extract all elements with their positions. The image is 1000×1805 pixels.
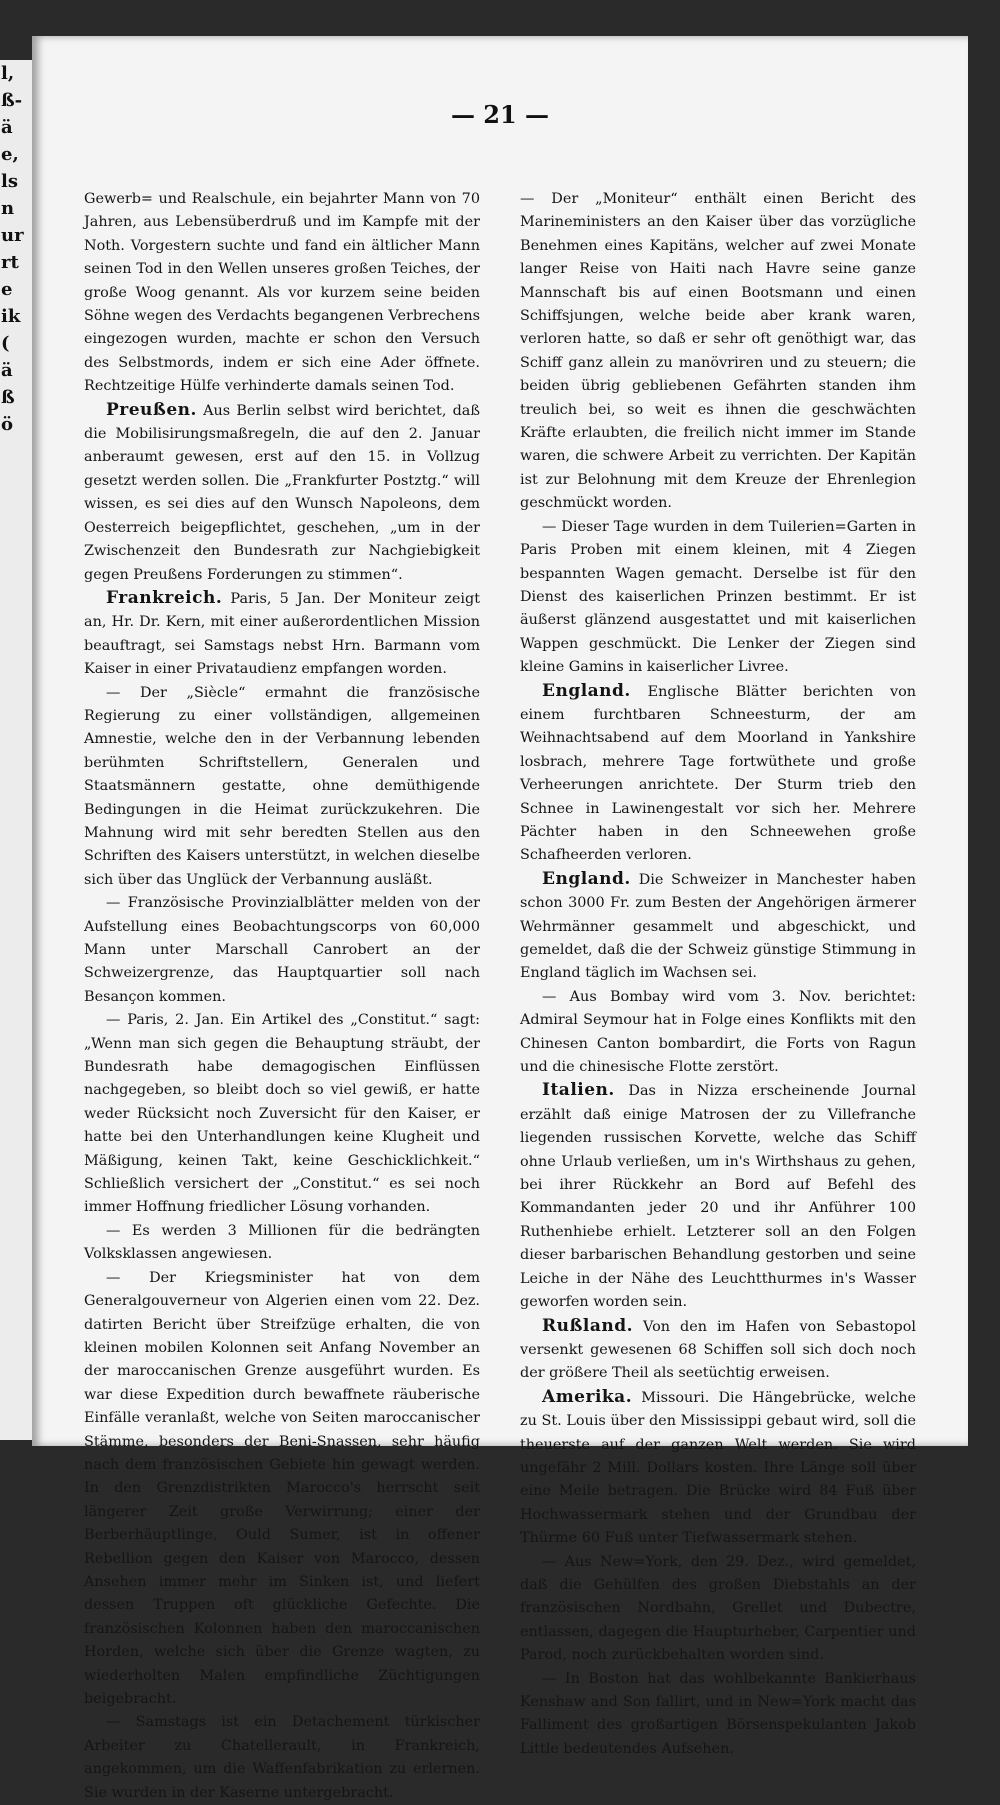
paragraph-text: — Französische Provinzialblätter melden von der Aufstellung eines Beobachtungscorps von 60,000 Mann unter Marschall Canrobert an der Schweizergrenze, das Hauptquartier soll nach Besançon kommen. [84,895,480,1005]
paragraph-text: — Es werden 3 Millionen für die bedrängten Volksklassen angewiesen. [84,1222,480,1263]
paragraph-text: — Dieser Tage wurden in dem Tuilerien=Garten in Paris Proben mit einem kleinen, mit 4 Ziegen bespannten Wagen gemacht. Derselbe ist für den Dienst des kaiserlichen Prinzen bestimmt. Er ist äußerst glänzend ausgestattet und mit kaiserlichen Wappen geschmückt. Die Lenker der Ziegen sind kleine Gamins in kaiserlicher Livree. [520,518,916,676]
paragraph-text: — Der „Moniteur“ enthält einen Bericht des Marineministers an den Kaiser über das vorzügliche Benehmen eines Kapitäns, welcher auf zwei Monate langer Reise von Haiti nach Havre seine ganze Mannschaft bis auf einen Bootsmann und einen Schiffsjungen, welche beide aber krank waren, verloren hatte, so daß er sehr oft genöthigt war, das Schiff ganz allein zu manövriren und zu steuern; die beiden übrig gebliebenen Gefährten standen ihm treulich bei, so weit es ihnen die geschwächten Kräfte erlaubten, die freilich nicht immer im Stande waren, die schwere Arbeit zu verrichten. Der Kapitän ist zur Belohnung mit dem Kreuze der Ehrenlegion geschmückt worden. [520,191,916,512]
article-paragraph [520,986,916,1080]
previous-page-edge [0,60,32,1440]
edge-fragment: ä [1,360,13,381]
edge-fragment: n [1,198,15,219]
edge-fragment: e [1,279,13,300]
article-paragraph [520,188,916,516]
edge-fragment: ö [1,414,14,435]
paragraph-text: Englische Blätter berichten von einem furchtbaren Schneesturm, der am Weihnachtsabend auf dem Moorland in Yankshire losbrach, mehrere Tage fortwüthete und große Verheerungen anrichtete. Der Sturm trieb den Schnee in Lawinengestalt vor sich her. Mehrere Pächter haben in den Schneewehen große Schafheerden verloren. [520,683,917,864]
newspaper-page [32,36,968,1801]
section-heading: Italien. [542,1080,615,1101]
article-paragraph [520,680,916,868]
edge-fragment: rt [1,252,19,273]
edge-fragment: ls [1,171,18,192]
paragraph-text: — Paris, 2. Jan. Ein Artikel des „Constitut.“ sagt: „Wenn man sich gegen die Behauptung sträubt, der Bundesrath habe demagogischen Einflüssen nachgegeben, so bleibt doch so viel gewiß, er hatte weder Rücksicht noch Zuversicht für den Kaiser, er hatte bei den Unterhandlungen keine Klugheit und Mäßigung, keinen Takt, keine Geschicklichkeit.“ Schließlich versichert der „Constitut.“ es sei noch immer Hoffnung friedlicher Lösung vorhanden. [84,1012,480,1216]
paragraph-text: Aus Berlin selbst wird berichtet, daß die Mobilisirungsmaßregeln, die auf den 2. Januar anberaumt gewesen, erst auf den 15. in Vollzug gesetzt werden sollen. Die „Frankfurter Postztg.“ will wissen, es sei dies auf den Wunsch Napoleons, dem Oesterreich beigepflichtet, geschehen, „um in der Zwischenzeit den Bundesrath zur Nachgiebigkeit gegen Preußens Forderungen zu stimmen“. [84,402,481,583]
edge-fragment: ß- [1,90,23,111]
paragraph-text: — Der „Siècle“ ermahnt die französische Regierung zu einer vollständigen, allgemeinen Amnestie, welche den in der Verbannung lebenden berühmten Schriftstellern, Generalen und Staatsmännern gestatte, ohne demüthigende Bedingungen in die Heimat zurückzukehren. Die Mahnung wird mit sehr beredten Stellen aus den Schriften des Kaisers unterstützt, in welchen dieselbe sich über das Unglück der Verbannung ausläßt. [84,684,480,888]
article-paragraph [84,1711,480,1805]
article-paragraph [520,1386,916,1551]
section-heading: England. [542,868,631,889]
article-paragraph [84,399,480,587]
article-paragraph [84,1009,480,1220]
right-column [520,188,916,1761]
section-heading: Amerika. [542,1386,633,1407]
paragraph-text: Gewerb= und Realschule, ein bejahrter Mann von 70 Jahren, aus Lebensüberdruß und im Kampfe mit der Noth. Vorgestern suchte und fand ein ältlicher Mann seinen Tod in den Wellen unseres großen Teiches, der große Woog genannt. Als vor kurzem seine beiden Söhne wegen des Verdachts begangenen Verbrechens eingezogen wurden, machte er schon den Versuch des Selbstmords, indem er sich eine Ader öffnete. Rechtzeitige Hülfe verhinderte damals seinen Tod. [84,191,480,395]
paragraph-text: Missouri. Die Hängebrücke, welche zu St. Louis über den Mississippi gebaut wird, soll die theuerste auf der ganzen Welt werden. Sie wird ungefähr 2 Mill. Dollars kosten. Ihre Länge soll über eine Meile betragen. Die Brücke wird 84 Fuß über Hochwassermark stehen und der Grundbau der Thürme 60 Fuß unter Tiefwassermark stehen. [520,1389,916,1547]
section-heading: Preußen. [106,399,197,420]
edge-fragment: ß [1,387,15,408]
edge-fragment: e, [1,144,19,165]
paragraph-text: — Aus New=York, den 29. Dez., wird gemeldet, daß die Gehülfen des großen Diebstahls an der französischen Nordbahn, Grellet und Dubectre, entlassen, dagegen die Haupturheber, Carpentier und Parod, noch zurückbehalten worden sind. [520,1553,916,1664]
paragraph-text: Die Schweizer in Manchester haben schon 3000 Fr. zum Besten der Angehörigen ärmerer Wehrmänner gesammelt und abgeschickt, und gemeldet, daß die der Schweiz günstige Stimmung in England täglich im Wachsen sei. [520,871,916,982]
paragraph-text: Das in Nizza erscheinende Journal erzählt daß einige Matrosen der zu Villefranche liegenden russischen Korvette, welche das Schiff ohne Urlaub verließen, um in's Wirthshaus zu gehen, bei ihrer Rückkehr an Bord auf Befehl des Kommandanten jeder 20 und ihr Anführer 100 Ruthenhiebe erhielt. Letzterer soll an den Folgen dieser barbarischen Behandlung gestorben und seine Leiche in der Nähe des Leuchtthurmes in's Wasser geworfen worden sein. [520,1083,916,1311]
article-paragraph [520,1668,916,1762]
paragraph-text: — Aus Bombay wird vom 3. Nov. berichtet: Admiral Seymour hat in Folge eines Konflikts mit den Chinesen Canton bombardirt, die Forts von Ragun und die chinesische Flotte zerstört. [520,988,916,1076]
paragraph-text: — Samstags ist ein Detachement türkischer Arbeiter zu Chatellerault, in Frankreich, angekommen, um die Waffenfabrikation zu erlernen. Sie wurden in der Kaserne untergebracht. [84,1714,480,1801]
paragraph-text: Paris, 5 Jan. Der Moniteur zeigt an, Hr. Dr. Kern, mit einer außerordentlichen Mission beauftragt, sei Samstags nebst Hrn. Barmann vom Kaiser in einer Privataudienz empfangen worden. [84,590,480,678]
article-paragraph [84,682,480,893]
edge-fragment: ik [1,306,21,327]
article-paragraph [84,587,480,682]
article-paragraph [84,1267,480,1712]
article-paragraph [84,892,480,1009]
article-paragraph [520,868,916,986]
paragraph-text: — In Boston hat das wohlbekannte Bankierhaus Kenshaw and Son fallirt, und in New=York macht das Falliment des großartigen Börsenspekulanten Jakob Little bedeutendes Aufsehen. [520,1670,916,1757]
section-heading: Rußland. [542,1315,634,1336]
article-paragraph [520,1315,916,1386]
left-column [84,188,480,1805]
article-paragraph [520,1079,916,1314]
edge-fragment: l, [1,63,15,84]
article-paragraph [520,1551,916,1668]
section-heading: England. [542,680,631,701]
article-paragraph [84,1220,480,1267]
page-number: — 21 — [450,100,550,129]
article-paragraph [84,188,480,399]
edge-fragment: ä [1,117,13,138]
paragraph-text: Von den im Hafen von Sebastopol versenkt gewesenen 68 Schiffen soll sich doch noch der größere Theil als seetüchtig erweisen. [520,1318,917,1382]
edge-fragment: ur [1,225,24,246]
edge-fragment: ( [1,333,10,354]
section-heading: Frankreich. [106,587,223,608]
paragraph-text: — Der Kriegsminister hat von dem Generalgouverneur von Algerien einen vom 22. Dez. datirten Bericht über Streifzüge erhalten, die von kleinen mobilen Kolonnen seit Anfang November an der maroccanischen Grenze ausgeführt wurden. Es war diese Expedition durch bewaffnete räuberische Einfälle veranlaßt, welche von Seiten maroccanischer Stämme, besonders der Beni-Snassen, sehr häufig nach dem französischen Gebiete hin gewagt werden. In den Grenzdistrikten Marocco's herrscht seit längerer Zeit große Verwirrung; einer der Berberhäuptlinge, Ould Sumer, ist in offener Rebellion gegen den Kaiser von Marocco, dessen Ansehen immer mehr im Sinken ist, und liefert dessen Truppen oft glückliche Gefechte. Die französischen Kolonnen haben den maroccanischen Horden, welche sich über die Grenze wagten, zu wiederholten Malen empfindliche Züchtigungen beigebracht. [84,1269,480,1707]
article-paragraph [520,516,916,680]
